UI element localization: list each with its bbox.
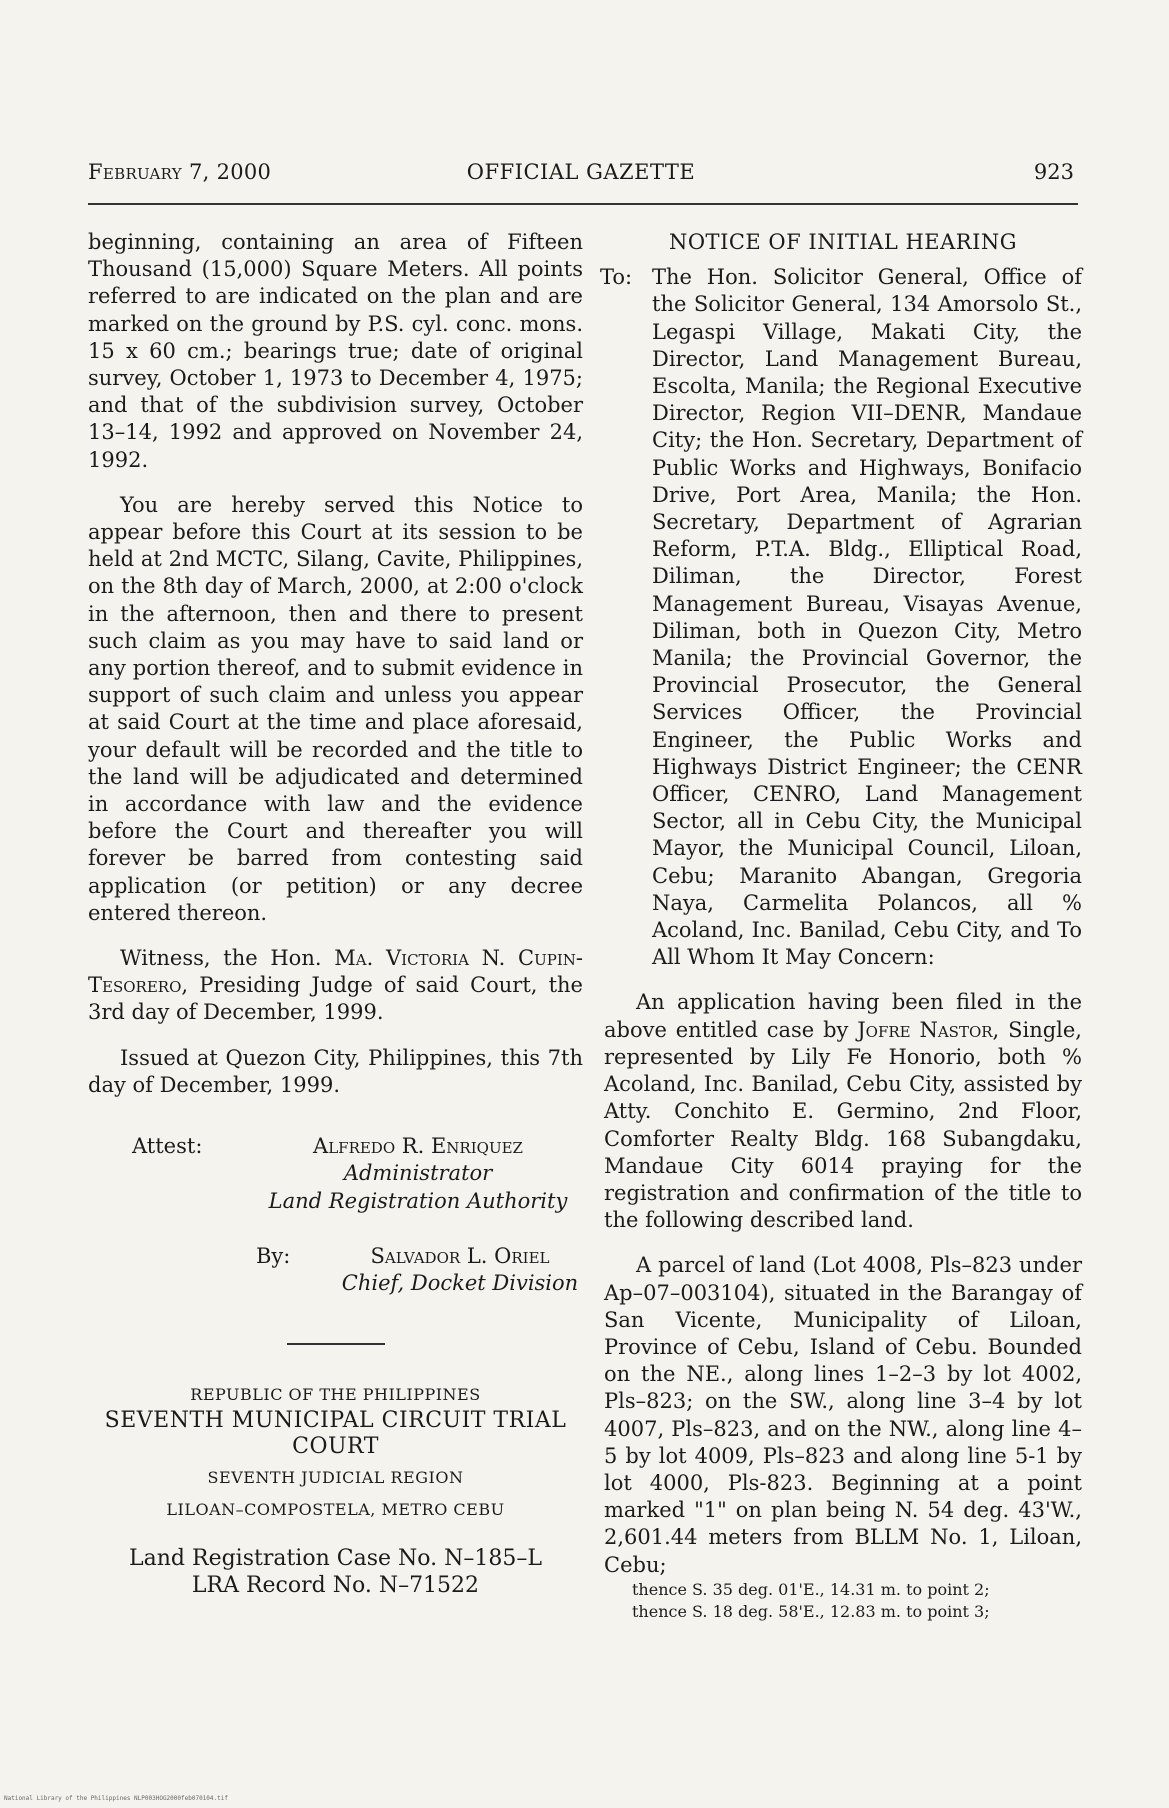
survey-paragraph: beginning, containing an area of Fifteen Thousand (15,000) Square Meters. All points referred to are indicated on the plan and are marked on the ground by P.S. cyl. conc. mons. 15 x 60 cm.; bearings true; date of original survey, October 1, 1973 to December 4, 1975; and that of the subdivision survey, October 13–14, 1992 and approved on November 24, 1992. bbox=[88, 230, 583, 472]
bearing-line-1: thence S. 35 deg. 01'E., 14.31 m. to point 2; bbox=[632, 1579, 990, 1599]
section-divider bbox=[287, 1343, 385, 1345]
witness-prefix: Witness, the Hon. bbox=[120, 946, 322, 971]
attest-signatory bbox=[248, 1133, 588, 1215]
addressees-block bbox=[600, 264, 1082, 971]
page-header bbox=[88, 160, 1074, 190]
parcel-description: A parcel of land (Lot 4008, Pls–823 under Ap–07–003104), situated in the Barangay of San Vicente, Municipality of Liloan, Province of Cebu, Island of Cebu. Bounded on the NE., along lines 1–2–3 by lot 4002, Pls–823; on the SW., along line 3–4 by lot 4007, Pls–823, and on the NW., along line 4–5 by lot 4009, Pls–823 and along line 5-1 by lot 4000, Pls-823. Beginning at a point marked "1" on plan being N. 54 deg. 43'W., 2,601.44 meters from BLLM No. 1, Liloan, Cebu; bbox=[604, 1253, 1082, 1577]
attest-title: Administrator bbox=[343, 1161, 493, 1186]
court-heading bbox=[88, 1381, 583, 1523]
notice-paragraph: You are hereby served this Notice to appear before this Court at its session to be held at 2nd MCTC, Silang, Cavite, Philippines, on the 8th day of March, 2000, at 2:00 o'clock in the afternoon, then and there to present such claim as you may have to said land or any portion thereof, and to submit evidence in support of such claim and unless you appear at said Court at the time and place aforesaid, your default will be recorded and the title to the land will be adjudicated and determined in accordance with law and the evidence before the Court and thereafter you will forever be barred from contesting said application (or petition) or any decree entered thereon. bbox=[88, 492, 583, 925]
application-prefix: An application having been filed in the above entitled case by bbox=[604, 990, 1082, 1042]
witness-judge-name: Ma. Victoria N. Cupin-Tesorero, bbox=[88, 946, 583, 998]
republic-heading: REPUBLIC OF THE PHILIPPINES bbox=[190, 1385, 481, 1405]
issued-paragraph: Issued at Quezon City, Philippines, this 7th day of December, 1999. bbox=[88, 1045, 583, 1097]
by-label: By: bbox=[256, 1244, 291, 1269]
to-label: To: bbox=[600, 265, 633, 290]
application-paragraph bbox=[604, 989, 1082, 1234]
attest-label: Attest: bbox=[132, 1134, 203, 1159]
by-name: Salvador L. Oriel bbox=[370, 1244, 550, 1269]
by-title: Chief, Docket Division bbox=[341, 1271, 579, 1296]
addressees-text: The Hon. Solicitor General, Office of the Solicitor General, 134 Amorsolo St., Legaspi Village, Makati City, the Director, Land Management Bureau, Escolta, Manila; the Regional Executive Director, Region VII–DENR, Mandaue City; the Hon. Secretary, Department of Public Works and Highways, Bonifacio Drive, Port Area, Manila; the Hon. Secretary, Department of Agrarian Reform, P.T.A. Bldg., Elliptical Road, Diliman, the Director, Forest Management Bureau, Visayas Avenue, Diliman, both in Quezon City, Metro Manila; the Provincial Governor, the Provincial Prosecutor, the General Services Officer, the Provincial Engineer, the Public Works and Highways District Engineer; the CENR Officer, CENRO, Land Management Sector, all in Cebu City, the Municipal Mayor, the Municipal Council, Liloan, Cebu; Maranito Abangan, Gregoria Naya, Carmelita Polancos, all % Acoland, Inc. Banilad, Cebu City, and To All Whom It May Concern: bbox=[652, 265, 1082, 970]
case-number: Land Registration Case No. N–185–L bbox=[129, 1545, 542, 1571]
witness-suffix: Presiding Judge of said Court, the 3rd day of December, 1999. bbox=[88, 973, 583, 1025]
page-number: 923 bbox=[1033, 160, 1074, 184]
right-column bbox=[600, 229, 1082, 1623]
case-reference bbox=[88, 1545, 583, 1599]
left-column bbox=[88, 229, 583, 1599]
scan-footer: National Library of the Philippines NLP003HOG2000feb070104.tif bbox=[4, 1795, 228, 1802]
court-title-line2: COURT bbox=[292, 1434, 379, 1460]
header-title: OFFICIAL GAZETTE bbox=[466, 160, 696, 184]
notice-title: NOTICE OF INITIAL HEARING bbox=[668, 230, 1018, 254]
judicial-region: SEVENTH JUDICIAL REGION bbox=[207, 1468, 464, 1488]
attest-name: Alfredo R. Enriquez bbox=[313, 1134, 523, 1159]
lra-record-number: LRA Record No. N–71522 bbox=[191, 1572, 480, 1598]
court-location: LILOAN–COMPOSTELA, METRO CEBU bbox=[166, 1499, 505, 1519]
attest-block bbox=[88, 1133, 583, 1211]
header-date: February 7, 2000 bbox=[88, 160, 272, 184]
bearing-line-2: thence S. 18 deg. 58'E., 12.83 m. to point 3; bbox=[632, 1601, 990, 1621]
by-signatory bbox=[320, 1243, 600, 1297]
applicant-name: Jofre Nastor, bbox=[857, 1017, 1000, 1042]
court-title-line1: SEVENTH MUNICIPAL CIRCUIT TRIAL bbox=[104, 1408, 567, 1434]
by-block bbox=[88, 1243, 583, 1299]
witness-paragraph bbox=[88, 945, 583, 1027]
application-suffix: Single, represented by Lily Fe Honorio, both % Acoland, Inc. Banilad, Cebu City, assisted by Atty. Conchito E. Germino, 2nd Floor, Comforter Realty Bldg. 168 Subangdaku, Mandaue City 6014 praying for the registration and confirmation of the title to the following described land. bbox=[604, 1017, 1082, 1233]
attest-org: Land Registration Authority bbox=[268, 1188, 568, 1213]
header-rule bbox=[88, 203, 1078, 205]
